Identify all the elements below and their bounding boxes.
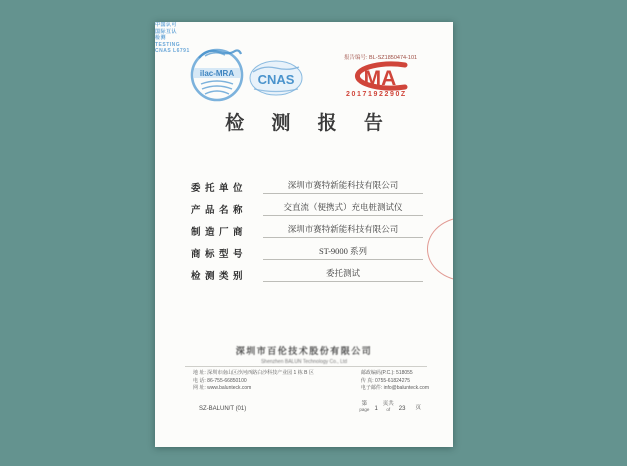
field-label: 检测类别 (191, 271, 248, 282)
current-page-number: 1 (374, 406, 378, 412)
field-row-client (191, 180, 423, 194)
field-row-model (191, 246, 423, 260)
accreditation-text: 中国认可 国际互认 检测 TESTING CNAS L6791 (155, 22, 190, 54)
field-row-manufacturer (191, 224, 423, 238)
lab-name-en: Shenzhen BALUN Technology Co., Ltd (260, 359, 348, 365)
cnas-logo-icon (249, 60, 303, 96)
lab-name-cn: 深圳市百伦技术股份有限公司 (235, 346, 373, 356)
contact-right-column (361, 370, 429, 393)
field-label: 商标型号 (191, 249, 248, 260)
page-title: 检 测 报 告 (225, 113, 394, 134)
report-number: 报告编号: BL-SZ1850474-101 (344, 55, 418, 61)
field-row-test-type (191, 268, 423, 282)
lab-company-block (155, 344, 453, 365)
field-value: 深圳市赛特新能科技有限公司 (263, 179, 423, 194)
address-line: 地 址: 深圳市南山区沙河西路白沙科技产业园 1 栋 B 区 (193, 370, 314, 376)
website-line: 网 址: www.balunteck.com (193, 385, 252, 391)
report-page (155, 22, 453, 447)
svg-text:CNAS: CNAS (257, 72, 295, 87)
email-line: 电子邮件: info@balunteck.com (360, 385, 429, 391)
ilac-mra-stamp-icon (189, 46, 245, 102)
cma-mark-icon (343, 61, 419, 91)
page-word-first: 第 page (359, 401, 370, 412)
field-value: ST-9000 系列 (263, 245, 423, 260)
report-fields (191, 180, 423, 290)
phone-line: 电 话: 86-755-66850100 (193, 377, 247, 384)
contact-left-column (193, 370, 314, 393)
document-code: SZ-BALUN/T (01) (199, 406, 247, 412)
field-value: 交直流（便携式）充电桩测试仪 (263, 201, 423, 216)
red-seal-edge-icon (427, 217, 453, 281)
page-indicator (359, 402, 421, 412)
lab-contact-info (193, 370, 429, 393)
field-value: 委托测试 (263, 267, 423, 282)
cma-number: 2017192290Z (346, 91, 407, 98)
svg-text:MA: MA (363, 67, 397, 90)
field-label: 委托单位 (191, 183, 248, 194)
field-label: 制造厂商 (191, 227, 248, 238)
page-word-mid: 页共 of (382, 401, 394, 412)
field-label: 产品名称 (191, 205, 248, 216)
svg-text:ilac-MRA: ilac-MRA (199, 69, 235, 78)
page-word-last: 页 (415, 405, 421, 411)
fax-line: 传 真: 0755-61824275 (360, 377, 411, 384)
postcode-line: 邮政编码(P.C.): 518055 (360, 370, 413, 376)
field-value: 深圳市赛特新能科技有限公司 (263, 223, 423, 238)
divider (185, 366, 427, 367)
total-page-number: 23 (398, 406, 406, 412)
field-row-product (191, 202, 423, 216)
